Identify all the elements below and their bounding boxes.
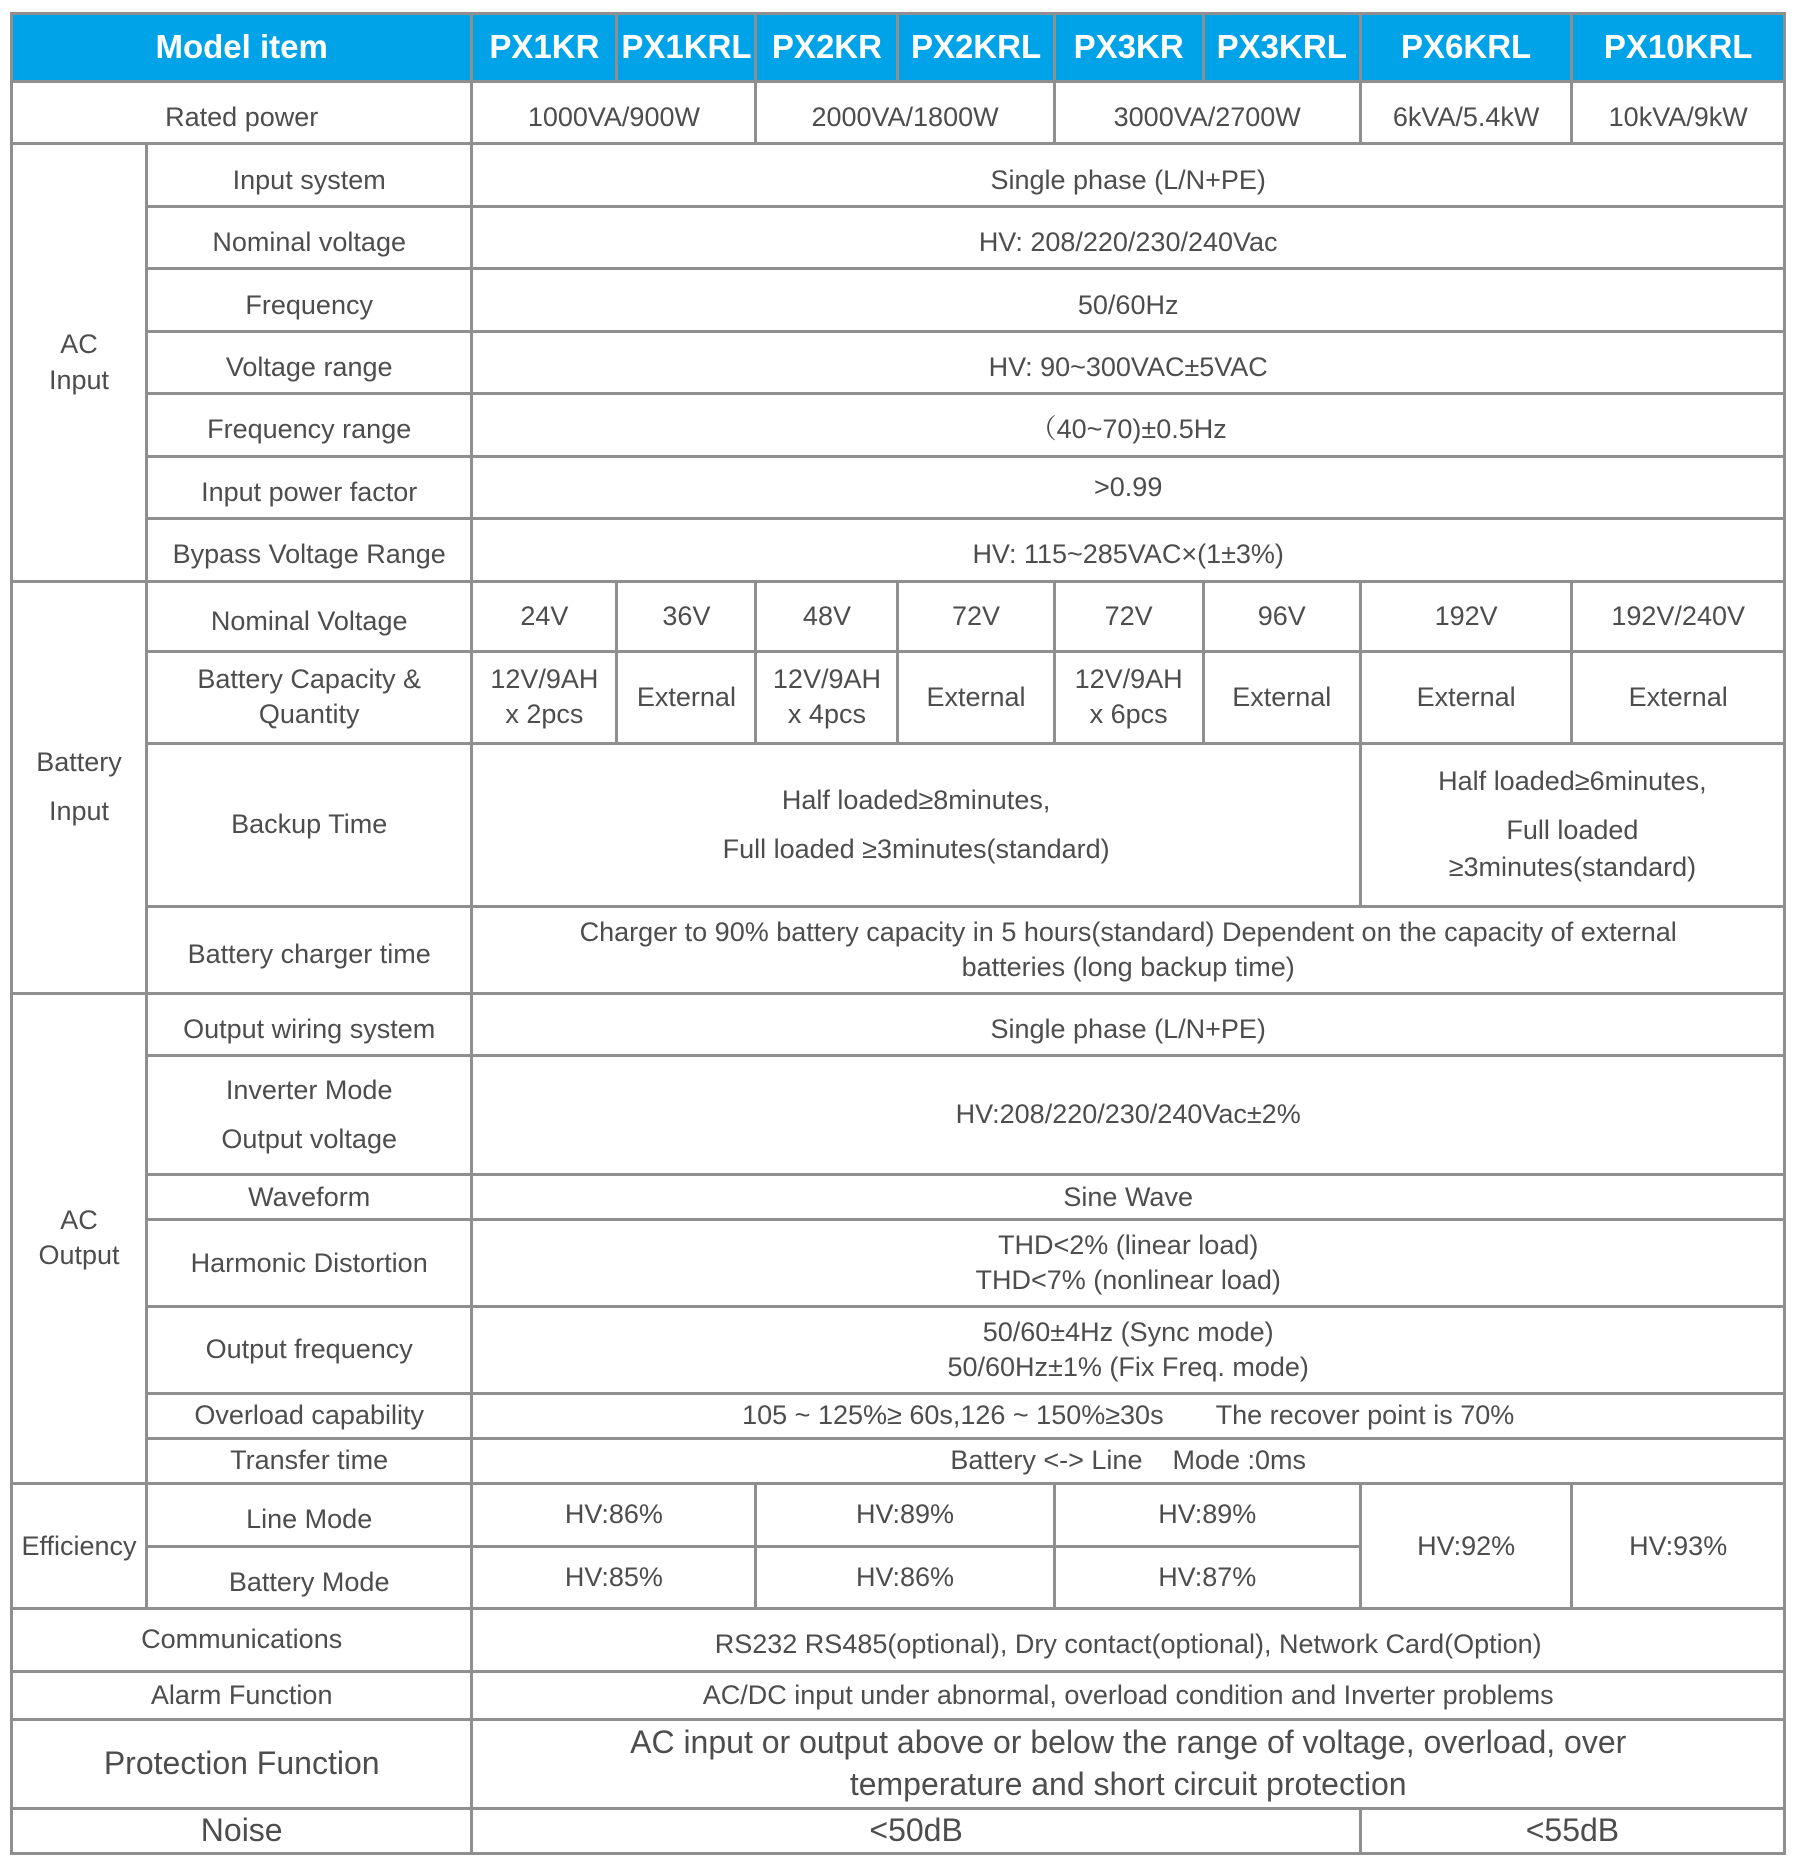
row-label: Harmonic Distortion (146, 1220, 471, 1307)
row-value: Sine Wave (472, 1174, 1785, 1219)
table-row (12, 1220, 1785, 1307)
group-label-line: Output (38, 1240, 120, 1271)
row-value: Single phase (L/N+PE) (472, 144, 1785, 206)
table-row (12, 743, 1785, 906)
row-value: 50/60Hz (472, 269, 1785, 331)
cell-line: x 6pcs (1089, 699, 1168, 730)
capacity-cell (756, 652, 898, 744)
row-label: Backup Time (146, 743, 471, 906)
label-line: Battery Capacity & (197, 664, 421, 695)
table-row (12, 1719, 1785, 1808)
row-label: Overload capability (146, 1393, 471, 1438)
group-label-line: Input (48, 796, 110, 827)
table-row (12, 206, 1785, 268)
nominal-voltage-value: 36V (617, 581, 756, 652)
backup-time-standard (472, 743, 1360, 906)
group-label-line: Input (48, 364, 110, 395)
row-label: Alarm Function (12, 1671, 472, 1719)
cell-line: Charger to 90% battery capacity in 5 hours(standard) Dependent on the capacity of external (579, 916, 1677, 947)
row-value (472, 1220, 1785, 1307)
capacity-cell (1054, 652, 1203, 744)
row-value: AC/DC input under abnormal, overload condition and Inverter problems (472, 1671, 1785, 1719)
model-header-px2kr: PX2KR (756, 14, 898, 82)
model-header-px6krl: PX6KRL (1360, 14, 1572, 82)
model-header-px10krl: PX10KRL (1572, 14, 1785, 82)
table-row (12, 1438, 1785, 1483)
row-label: Nominal voltage (146, 206, 471, 268)
row-label: Input system (146, 144, 471, 206)
model-item-header: Model item (12, 14, 472, 82)
table-row (12, 1484, 1785, 1546)
cell-line: batteries (long backup time) (961, 951, 1295, 982)
model-header-px1kr: PX1KR (472, 14, 617, 82)
row-label: Waveform (146, 1174, 471, 1219)
rated-power-px2k: 2000VA/1800W (756, 82, 1054, 144)
line-mode-px1k: HV:86% (472, 1484, 756, 1546)
row-value: 105 ~ 125%≥ 60s,126 ~ 150%≥30s The recover point is 70% (472, 1393, 1785, 1438)
row-label: Output frequency (146, 1306, 471, 1393)
cell-line: x 2pcs (505, 699, 584, 730)
battery-mode-px1k: HV:85% (472, 1546, 756, 1608)
capacity-cell: External (1203, 652, 1360, 744)
table-row (12, 1393, 1785, 1438)
row-label: Battery charger time (146, 907, 471, 994)
row-label: Line Mode (146, 1484, 471, 1546)
group-label-line: AC (60, 1205, 98, 1236)
nominal-voltage-value: 72V (898, 581, 1054, 652)
row-label: Output wiring system (146, 993, 471, 1055)
line-mode-px2k: HV:89% (756, 1484, 1054, 1546)
cell-line: THD<7% (nonlinear load) (975, 1265, 1281, 1296)
row-value: HV: 90~300VAC±5VAC (472, 331, 1785, 393)
row-label: Frequency (146, 269, 471, 331)
row-label: Protection Function (12, 1719, 472, 1808)
row-value (472, 1306, 1785, 1393)
rated-power-px6k: 6kVA/5.4kW (1360, 82, 1572, 144)
ac-output-group-label (12, 993, 147, 1484)
efficiency-px6k: HV:92% (1360, 1484, 1572, 1609)
capacity-cell (472, 652, 617, 744)
row-label: Input power factor (146, 456, 471, 518)
row-value: RS232 RS485(optional), Dry contact(optional), Network Card(Option) (472, 1609, 1785, 1671)
model-header-px1krl: PX1KRL (617, 14, 756, 82)
battery-mode-px2k: HV:86% (756, 1546, 1054, 1608)
row-value: >0.99 (472, 456, 1785, 518)
efficiency-px10k: HV:93% (1572, 1484, 1785, 1609)
table-row (12, 1056, 1785, 1175)
row-label: Voltage range (146, 331, 471, 393)
row-value: Battery <-> Line Mode :0ms (472, 1438, 1785, 1483)
nominal-voltage-value: 48V (756, 581, 898, 652)
header-row (12, 14, 1785, 82)
row-label (146, 652, 471, 744)
table-row (12, 519, 1785, 581)
cell-line: 12V/9AH (772, 664, 881, 695)
cell-line: THD<2% (linear load) (998, 1229, 1259, 1260)
ac-input-group-label (12, 144, 147, 581)
table-row (12, 1306, 1785, 1393)
table-row (12, 907, 1785, 994)
label-line: Output voltage (221, 1124, 397, 1154)
model-header-px3krl: PX3KRL (1203, 14, 1360, 82)
row-label: Nominal Voltage (146, 581, 471, 652)
table-row (12, 144, 1785, 206)
spec-table (10, 12, 1786, 1855)
cell-line: 12V/9AH (490, 664, 599, 695)
table-row (12, 581, 1785, 652)
row-label: Communications (12, 1609, 472, 1671)
cell-line: Full loaded (1506, 815, 1639, 846)
cell-line: Half loaded≥8minutes, (781, 784, 1051, 815)
table-row (12, 82, 1785, 144)
table-row (12, 652, 1785, 744)
table-row (12, 993, 1785, 1055)
backup-time-large (1360, 743, 1784, 906)
table-row (12, 394, 1785, 456)
nominal-voltage-value: 24V (472, 581, 617, 652)
row-label: Transfer time (146, 1438, 471, 1483)
capacity-cell: External (898, 652, 1054, 744)
table-row (12, 269, 1785, 331)
battery-mode-px3k: HV:87% (1054, 1546, 1360, 1608)
group-label-line: AC (60, 329, 98, 360)
row-value: Single phase (L/N+PE) (472, 993, 1785, 1055)
group-label-line: Battery (36, 747, 122, 778)
nominal-voltage-value: 192V/240V (1572, 581, 1785, 652)
cell-line: 12V/9AH (1074, 664, 1183, 695)
row-value: HV: 208/220/230/240Vac (472, 206, 1785, 268)
capacity-cell: External (1360, 652, 1572, 744)
nominal-voltage-value: 72V (1054, 581, 1203, 652)
row-label: Noise (12, 1808, 472, 1853)
noise-standard: <50dB (472, 1808, 1360, 1853)
row-value: （40~70)±0.5Hz (472, 394, 1785, 456)
nominal-voltage-value: 192V (1360, 581, 1572, 652)
rated-power-px1k: 1000VA/900W (472, 82, 756, 144)
capacity-cell: External (617, 652, 756, 744)
row-value (472, 1719, 1785, 1808)
row-label: Battery Mode (146, 1546, 471, 1608)
row-value: HV: 115~285VAC×(1±3%) (472, 519, 1785, 581)
label-line: Inverter Mode (225, 1074, 393, 1105)
model-header-px3kr: PX3KR (1054, 14, 1203, 82)
label-line: Quantity (258, 699, 360, 730)
row-label: Frequency range (146, 394, 471, 456)
model-header-px2krl: PX2KRL (898, 14, 1054, 82)
cell-line: 50/60Hz±1% (Fix Freq. mode) (947, 1351, 1309, 1382)
capacity-cell: External (1572, 652, 1785, 744)
nominal-voltage-value: 96V (1203, 581, 1360, 652)
row-label (146, 1056, 471, 1175)
table-row (12, 331, 1785, 393)
row-label: Bypass Voltage Range (146, 519, 471, 581)
rated-power-px3k: 3000VA/2700W (1054, 82, 1360, 144)
row-value (472, 907, 1785, 994)
table-row (12, 1808, 1785, 1853)
cell-line: temperature and short circuit protection (849, 1765, 1407, 1802)
row-value: HV:208/220/230/240Vac±2% (472, 1056, 1785, 1175)
battery-input-group-label (12, 581, 147, 993)
cell-line: ≥3minutes(standard) (1448, 852, 1697, 883)
table-row (12, 1671, 1785, 1719)
cell-line: 50/60±4Hz (Sync mode) (982, 1316, 1274, 1347)
table-row (12, 456, 1785, 518)
table-row (12, 1609, 1785, 1671)
line-mode-px3k: HV:89% (1054, 1484, 1360, 1546)
table-row (12, 1174, 1785, 1219)
rated-power-px10k: 10kVA/9kW (1572, 82, 1785, 144)
efficiency-group-label: Efficiency (12, 1484, 147, 1609)
noise-large: <55dB (1360, 1808, 1784, 1853)
rated-power-label: Rated power (12, 82, 472, 144)
cell-line: x 4pcs (787, 699, 866, 730)
cell-line: Full loaded ≥3minutes(standard) (722, 833, 1110, 864)
cell-line: Half loaded≥6minutes, (1438, 766, 1707, 797)
cell-line: AC input or output above or below the range of voltage, overload, over (630, 1724, 1627, 1761)
